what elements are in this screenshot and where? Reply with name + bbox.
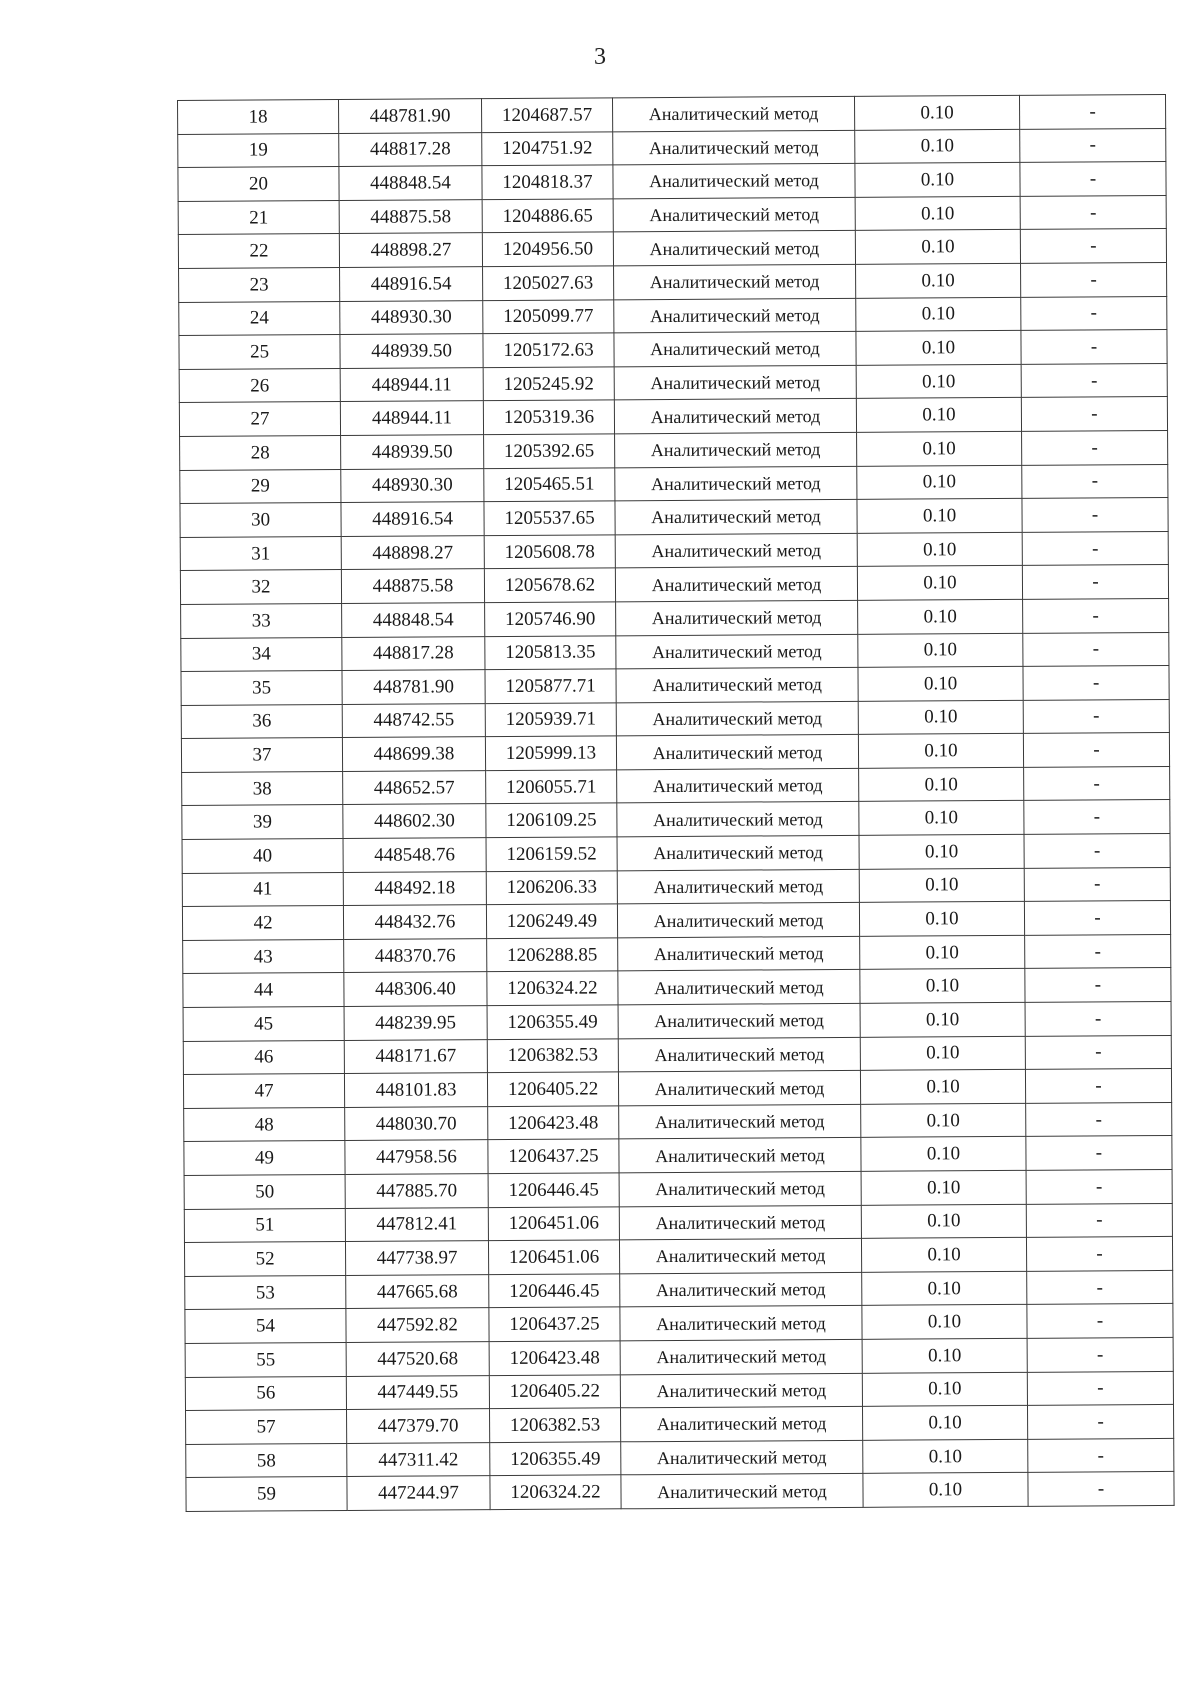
method-cell: Аналитический метод	[614, 365, 856, 400]
y-coordinate-cell: 1205608.78	[484, 535, 615, 569]
x-coordinate-cell: 448432.76	[343, 905, 486, 939]
y-coordinate-cell: 1205537.65	[484, 501, 615, 535]
point-number-cell: 55	[185, 1342, 346, 1377]
accuracy-cell: 0.10	[860, 935, 1025, 970]
y-coordinate-cell: 1205392.65	[484, 434, 615, 468]
y-coordinate-cell: 1205319.36	[483, 400, 614, 434]
method-cell: Аналитический метод	[620, 1306, 862, 1341]
note-cell: -	[1021, 296, 1167, 330]
x-coordinate-cell: 447958.56	[345, 1140, 488, 1174]
accuracy-cell: 0.10	[858, 633, 1023, 668]
accuracy-cell: 0.10	[863, 1439, 1028, 1474]
accuracy-cell: 0.10	[861, 1204, 1026, 1239]
accuracy-cell: 0.10	[861, 1103, 1026, 1138]
point-number-cell: 36	[181, 704, 342, 739]
method-cell: Аналитический метод	[619, 1104, 861, 1139]
y-coordinate-cell: 1206355.49	[490, 1442, 621, 1476]
note-cell: -	[1022, 565, 1168, 599]
method-cell: Аналитический метод	[617, 835, 859, 870]
x-coordinate-cell: 448898.27	[341, 535, 484, 569]
point-number-cell: 57	[186, 1410, 347, 1445]
note-cell: -	[1026, 1136, 1172, 1170]
method-cell: Аналитический метод	[621, 1474, 863, 1509]
accuracy-cell: 0.10	[856, 297, 1021, 332]
method-cell: Аналитический метод	[614, 399, 856, 434]
x-coordinate-cell: 448898.27	[339, 233, 482, 267]
note-cell: -	[1026, 1237, 1172, 1271]
x-coordinate-cell: 447592.82	[346, 1308, 489, 1342]
accuracy-cell: 0.10	[862, 1372, 1027, 1407]
accuracy-cell: 0.10	[860, 1036, 1025, 1071]
note-cell: -	[1022, 430, 1168, 464]
note-cell: -	[1023, 733, 1169, 767]
note-cell: -	[1024, 867, 1170, 901]
point-number-cell: 56	[185, 1376, 346, 1411]
coordinates-table	[177, 94, 1175, 1512]
method-cell: Аналитический метод	[616, 667, 858, 702]
point-number-cell: 23	[179, 267, 340, 302]
method-cell: Аналитический метод	[618, 970, 860, 1005]
accuracy-cell: 0.10	[857, 566, 1022, 601]
accuracy-cell: 0.10	[862, 1405, 1027, 1440]
y-coordinate-cell: 1206405.22	[487, 1072, 618, 1106]
x-coordinate-cell: 447449.55	[346, 1375, 489, 1409]
note-cell: -	[1022, 498, 1168, 532]
accuracy-cell: 0.10	[858, 666, 1023, 701]
point-number-cell: 50	[184, 1174, 345, 1209]
y-coordinate-cell: 1206446.45	[488, 1173, 619, 1207]
note-cell: -	[1021, 262, 1167, 296]
accuracy-cell: 0.10	[857, 465, 1022, 500]
accuracy-cell: 0.10	[856, 398, 1021, 433]
point-number-cell: 48	[184, 1107, 345, 1142]
x-coordinate-cell: 448875.58	[341, 569, 484, 603]
point-number-cell: 32	[180, 570, 341, 605]
note-cell: -	[1019, 94, 1165, 128]
x-coordinate-cell: 447738.97	[345, 1241, 488, 1275]
y-coordinate-cell: 1204818.37	[482, 165, 613, 199]
method-cell: Аналитический метод	[614, 332, 856, 367]
point-number-cell: 34	[181, 637, 342, 672]
accuracy-cell: 0.10	[856, 331, 1021, 366]
point-number-cell: 37	[181, 738, 342, 773]
point-number-cell: 31	[180, 536, 341, 571]
method-cell: Аналитический метод	[620, 1373, 862, 1408]
method-cell: Аналитический метод	[617, 802, 859, 837]
note-cell: -	[1025, 934, 1171, 968]
point-number-cell: 22	[178, 234, 339, 269]
x-coordinate-cell: 448848.54	[339, 166, 482, 200]
note-cell: -	[1025, 1069, 1171, 1103]
x-coordinate-cell: 448101.83	[344, 1073, 487, 1107]
accuracy-cell: 0.10	[859, 834, 1024, 869]
note-cell: -	[1026, 1203, 1172, 1237]
method-cell: Аналитический метод	[619, 1205, 861, 1240]
note-cell: -	[1021, 397, 1167, 431]
point-number-cell: 49	[184, 1141, 345, 1176]
accuracy-cell: 0.10	[856, 263, 1021, 298]
point-number-cell: 53	[185, 1275, 346, 1310]
note-cell: -	[1024, 766, 1170, 800]
point-number-cell: 39	[182, 805, 343, 840]
accuracy-cell: 0.10	[863, 1473, 1028, 1508]
y-coordinate-cell: 1205813.35	[485, 635, 616, 669]
point-number-cell: 46	[183, 1040, 344, 1075]
method-cell: Аналитический метод	[613, 197, 855, 232]
method-cell: Аналитический метод	[615, 466, 857, 501]
note-cell: -	[1028, 1472, 1174, 1506]
note-cell: -	[1024, 901, 1170, 935]
method-cell: Аналитический метод	[619, 1239, 861, 1274]
note-cell: -	[1020, 128, 1166, 162]
method-cell: Аналитический метод	[617, 903, 859, 938]
method-cell: Аналитический метод	[615, 533, 857, 568]
method-cell: Аналитический метод	[613, 231, 855, 266]
point-number-cell: 29	[180, 469, 341, 504]
method-cell: Аналитический метод	[617, 869, 859, 904]
method-cell: Аналитический метод	[613, 130, 855, 165]
accuracy-cell: 0.10	[861, 1137, 1026, 1172]
y-coordinate-cell: 1206405.22	[489, 1374, 620, 1408]
y-coordinate-cell: 1206249.49	[486, 904, 617, 938]
point-number-cell: 42	[182, 906, 343, 941]
x-coordinate-cell: 447311.42	[347, 1442, 490, 1476]
note-cell: -	[1020, 162, 1166, 196]
note-cell: -	[1021, 363, 1167, 397]
x-coordinate-cell: 448939.50	[340, 334, 483, 368]
point-number-cell: 30	[180, 503, 341, 538]
note-cell: -	[1023, 598, 1169, 632]
y-coordinate-cell: 1205099.77	[483, 299, 614, 333]
accuracy-cell: 0.10	[860, 1070, 1025, 1105]
y-coordinate-cell: 1206109.25	[486, 803, 617, 837]
x-coordinate-cell: 448699.38	[342, 737, 485, 771]
table-row	[186, 1472, 1174, 1512]
y-coordinate-cell: 1205999.13	[485, 736, 616, 770]
method-cell: Аналитический метод	[612, 96, 854, 131]
note-cell: -	[1020, 195, 1166, 229]
x-coordinate-cell: 448875.58	[339, 199, 482, 233]
accuracy-cell: 0.10	[857, 498, 1022, 533]
x-coordinate-cell: 447812.41	[345, 1207, 488, 1241]
x-coordinate-cell: 448781.90	[342, 670, 485, 704]
y-coordinate-cell: 1206055.71	[486, 770, 617, 804]
x-coordinate-cell: 448916.54	[340, 267, 483, 301]
point-number-cell: 33	[181, 603, 342, 638]
method-cell: Аналитический метод	[618, 1071, 860, 1106]
y-coordinate-cell: 1206355.49	[487, 1005, 618, 1039]
x-coordinate-cell: 448817.28	[342, 636, 485, 670]
x-coordinate-cell: 448370.76	[344, 938, 487, 972]
y-coordinate-cell: 1206437.25	[488, 1139, 619, 1173]
point-number-cell: 43	[183, 939, 344, 974]
note-cell: -	[1022, 531, 1168, 565]
point-number-cell: 59	[186, 1477, 347, 1512]
note-cell: -	[1024, 834, 1170, 868]
accuracy-cell: 0.10	[860, 1002, 1025, 1037]
point-number-cell: 19	[178, 133, 339, 168]
method-cell: Аналитический метод	[620, 1339, 862, 1374]
accuracy-cell: 0.10	[861, 1170, 1026, 1205]
accuracy-cell: 0.10	[857, 431, 1022, 466]
x-coordinate-cell: 448781.90	[339, 99, 482, 133]
y-coordinate-cell: 1206288.85	[487, 938, 618, 972]
method-cell: Аналитический метод	[614, 264, 856, 299]
method-cell: Аналитический метод	[616, 735, 858, 770]
x-coordinate-cell: 448916.54	[341, 502, 484, 536]
method-cell: Аналитический метод	[615, 432, 857, 467]
note-cell: -	[1026, 1169, 1172, 1203]
y-coordinate-cell: 1206451.06	[488, 1240, 619, 1274]
point-number-cell: 40	[182, 839, 343, 874]
x-coordinate-cell: 447885.70	[345, 1174, 488, 1208]
point-number-cell: 26	[179, 368, 340, 403]
method-cell: Аналитический метод	[620, 1406, 862, 1441]
y-coordinate-cell: 1206159.52	[486, 837, 617, 871]
x-coordinate-cell: 448171.67	[344, 1039, 487, 1073]
note-cell: -	[1026, 1102, 1172, 1136]
accuracy-cell: 0.10	[861, 1238, 1026, 1273]
x-coordinate-cell: 448652.57	[343, 771, 486, 805]
accuracy-cell: 0.10	[855, 196, 1020, 231]
accuracy-cell: 0.10	[858, 734, 1023, 769]
y-coordinate-cell: 1205172.63	[483, 333, 614, 367]
accuracy-cell: 0.10	[859, 801, 1024, 836]
method-cell: Аналитический метод	[616, 600, 858, 635]
page-number: 3	[594, 44, 606, 70]
method-cell: Аналитический метод	[618, 1003, 860, 1038]
coordinates-table-container	[177, 94, 1168, 1512]
x-coordinate-cell: 448030.70	[345, 1106, 488, 1140]
point-number-cell: 35	[181, 671, 342, 706]
accuracy-cell: 0.10	[854, 95, 1019, 130]
accuracy-cell: 0.10	[856, 364, 1021, 399]
point-number-cell: 24	[179, 301, 340, 336]
y-coordinate-cell: 1205877.71	[485, 669, 616, 703]
note-cell: -	[1028, 1438, 1174, 1472]
x-coordinate-cell: 448944.11	[340, 401, 483, 435]
point-number-cell: 25	[179, 335, 340, 370]
method-cell: Аналитический метод	[615, 499, 857, 534]
x-coordinate-cell: 448742.55	[342, 703, 485, 737]
accuracy-cell: 0.10	[859, 767, 1024, 802]
accuracy-cell: 0.10	[859, 902, 1024, 937]
point-number-cell: 41	[182, 872, 343, 907]
point-number-cell: 18	[178, 100, 339, 135]
y-coordinate-cell: 1206206.33	[486, 870, 617, 904]
y-coordinate-cell: 1205678.62	[484, 568, 615, 602]
point-number-cell: 47	[183, 1074, 344, 1109]
y-coordinate-cell: 1205027.63	[483, 266, 614, 300]
point-number-cell: 27	[179, 402, 340, 437]
x-coordinate-cell: 447244.97	[347, 1476, 490, 1510]
accuracy-cell: 0.10	[862, 1338, 1027, 1373]
y-coordinate-cell: 1205939.71	[485, 703, 616, 737]
point-number-cell: 28	[180, 435, 341, 470]
point-number-cell: 21	[178, 200, 339, 235]
y-coordinate-cell: 1206423.48	[489, 1341, 620, 1375]
x-coordinate-cell: 448930.30	[341, 468, 484, 502]
x-coordinate-cell: 448939.50	[341, 435, 484, 469]
note-cell: -	[1025, 968, 1171, 1002]
y-coordinate-cell: 1205245.92	[483, 367, 614, 401]
method-cell: Аналитический метод	[614, 298, 856, 333]
method-cell: Аналитический метод	[619, 1171, 861, 1206]
y-coordinate-cell: 1206382.53	[490, 1408, 621, 1442]
accuracy-cell: 0.10	[857, 532, 1022, 567]
note-cell: -	[1027, 1270, 1173, 1304]
y-coordinate-cell: 1204886.65	[482, 199, 613, 233]
method-cell: Аналитический метод	[616, 701, 858, 736]
accuracy-cell: 0.10	[855, 163, 1020, 198]
table-body	[178, 94, 1175, 1511]
note-cell: -	[1025, 1035, 1171, 1069]
accuracy-cell: 0.10	[855, 129, 1020, 164]
note-cell: -	[1027, 1304, 1173, 1338]
x-coordinate-cell: 448848.54	[342, 603, 485, 637]
y-coordinate-cell: 1206451.06	[488, 1206, 619, 1240]
x-coordinate-cell: 448492.18	[343, 871, 486, 905]
accuracy-cell: 0.10	[855, 230, 1020, 265]
y-coordinate-cell: 1206324.22	[487, 971, 618, 1005]
note-cell: -	[1025, 1001, 1171, 1035]
accuracy-cell: 0.10	[862, 1271, 1027, 1306]
point-number-cell: 54	[185, 1309, 346, 1344]
point-number-cell: 38	[182, 771, 343, 806]
y-coordinate-cell: 1205465.51	[484, 467, 615, 501]
y-coordinate-cell: 1206437.25	[489, 1307, 620, 1341]
note-cell: -	[1024, 800, 1170, 834]
method-cell: Аналитический метод	[619, 1138, 861, 1173]
note-cell: -	[1023, 632, 1169, 666]
method-cell: Аналитический метод	[615, 567, 857, 602]
note-cell: -	[1020, 229, 1166, 263]
method-cell: Аналитический метод	[617, 768, 859, 803]
note-cell: -	[1027, 1371, 1173, 1405]
y-coordinate-cell: 1204687.57	[481, 98, 612, 132]
note-cell: -	[1023, 666, 1169, 700]
method-cell: Аналитический метод	[621, 1440, 863, 1475]
x-coordinate-cell: 448239.95	[344, 1006, 487, 1040]
accuracy-cell: 0.10	[859, 868, 1024, 903]
method-cell: Аналитический метод	[618, 936, 860, 971]
method-cell: Аналитический метод	[618, 1037, 860, 1072]
x-coordinate-cell: 448306.40	[344, 972, 487, 1006]
y-coordinate-cell: 1206446.45	[489, 1274, 620, 1308]
y-coordinate-cell: 1205746.90	[485, 602, 616, 636]
x-coordinate-cell: 447520.68	[346, 1342, 489, 1376]
y-coordinate-cell: 1206324.22	[490, 1475, 621, 1509]
y-coordinate-cell: 1206382.53	[487, 1038, 618, 1072]
note-cell: -	[1023, 699, 1169, 733]
note-cell: -	[1022, 464, 1168, 498]
point-number-cell: 51	[184, 1208, 345, 1243]
note-cell: -	[1027, 1405, 1173, 1439]
method-cell: Аналитический метод	[613, 164, 855, 199]
method-cell: Аналитический метод	[620, 1272, 862, 1307]
point-number-cell: 45	[183, 1007, 344, 1042]
accuracy-cell: 0.10	[858, 599, 1023, 634]
point-number-cell: 44	[183, 973, 344, 1008]
method-cell: Аналитический метод	[616, 634, 858, 669]
accuracy-cell: 0.10	[858, 700, 1023, 735]
point-number-cell: 58	[186, 1443, 347, 1478]
note-cell: -	[1027, 1337, 1173, 1371]
point-number-cell: 20	[178, 167, 339, 202]
x-coordinate-cell: 448548.76	[343, 838, 486, 872]
point-number-cell: 52	[184, 1242, 345, 1277]
y-coordinate-cell: 1204956.50	[482, 232, 613, 266]
accuracy-cell: 0.10	[860, 969, 1025, 1004]
x-coordinate-cell: 448817.28	[339, 132, 482, 166]
y-coordinate-cell: 1204751.92	[482, 131, 613, 165]
accuracy-cell: 0.10	[862, 1305, 1027, 1340]
y-coordinate-cell: 1206423.48	[488, 1106, 619, 1140]
x-coordinate-cell: 448602.30	[343, 804, 486, 838]
x-coordinate-cell: 447379.70	[347, 1409, 490, 1443]
x-coordinate-cell: 448930.30	[340, 300, 483, 334]
x-coordinate-cell: 448944.11	[340, 367, 483, 401]
x-coordinate-cell: 447665.68	[346, 1274, 489, 1308]
note-cell: -	[1021, 330, 1167, 364]
